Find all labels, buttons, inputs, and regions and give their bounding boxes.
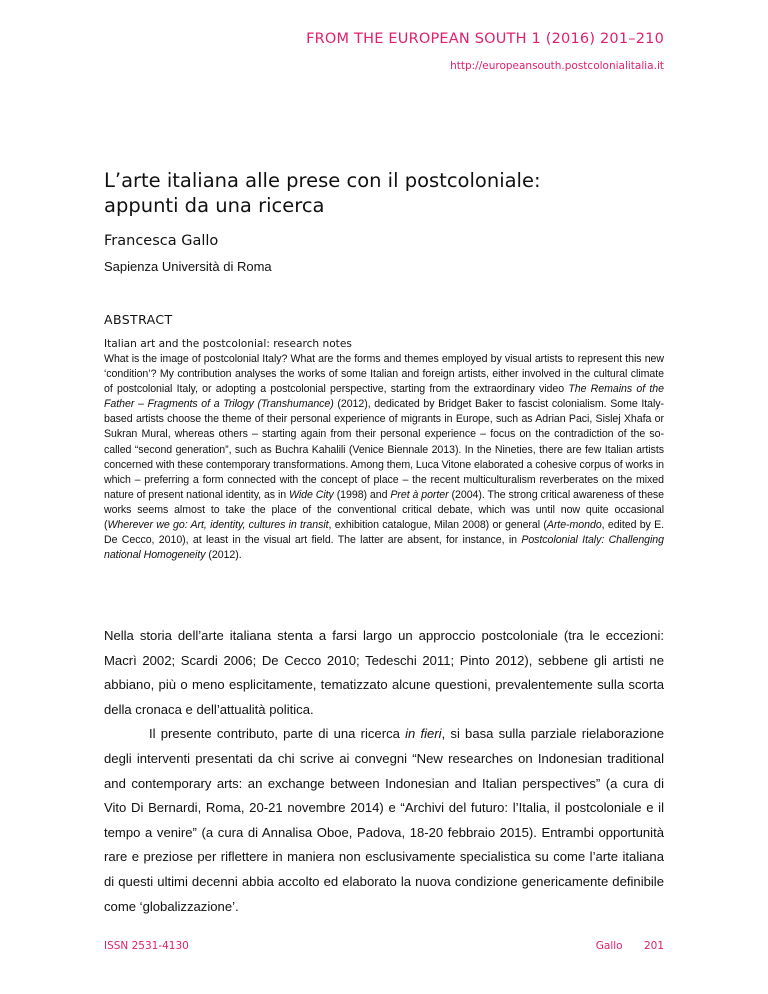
author-name: Francesca Gallo bbox=[104, 233, 219, 249]
work-title: Wide City bbox=[289, 488, 334, 501]
issn-label: ISSN 2531-4130 bbox=[104, 940, 189, 952]
running-author: Gallo bbox=[595, 940, 623, 952]
work-title: Arte-mondo bbox=[546, 519, 602, 532]
page-footer bbox=[104, 940, 664, 952]
journal-header bbox=[104, 30, 664, 73]
body-paragraph-2 bbox=[104, 722, 664, 919]
author-affiliation: Sapienza Università di Roma bbox=[104, 259, 272, 274]
footer-right bbox=[596, 940, 664, 952]
abstract-heading: ABSTRACT bbox=[104, 312, 173, 327]
body-paragraph-1: Nella storia dell’arte italiana stenta a farsi largo un approccio postcoloniale (tra le eccezioni: Macrì 2002; Scardi 2006; De Cecco 2010; Tedeschi 2011; Pinto 2012), sebbene gli artisti ne abbiano, più o meno esplicitamente, tematizzato alcune questioni, prevalentemente sulla scorta della cronaca e dell’attualità politica. bbox=[104, 628, 664, 717]
abstract-text: (2012). bbox=[205, 549, 242, 562]
paragraph-text: , si basa sulla parziale rielaborazione degli interventi presentati da chi scrive ai convegni “New researches on Indonesian traditional and contemporary arts: an exchange between Indonesian and Italian perspectives” (a cura di Vito Di Bernardi, Roma, 20-21 novembre 2014) e “Archivi del futuro: l’Italia, il postcoloniale e il tempo a venire” (a cura di Annalisa Oboe, Padova, 18-20 febbraio 2015). Entrambi opportunità rare e preziose per riflettere in maniera non esclusivamente specialistica su come l’arte italiana di questi ultimi decenni abbia accolto ed elaborato la nuova condizione genericamente definibile come ‘globalizzazione’. bbox=[104, 726, 665, 914]
abstract-text: (2004). The strong critical awareness of these works seems almost to take the place of the conventional critical debate, which was until now quite occasional ( bbox=[104, 488, 665, 532]
emphasis-text: in fieri bbox=[405, 726, 442, 742]
abstract-text: (2012), dedicated by Bridget Baker to fascist colonialism. Some Italy-based artists choose the theme of their personal experience of migrants in Europe, such as Adrian Paci, Sislej Xhafa or Sukran Mural, whereas others – starting again from their personal experience – focus on the contradiction of the so-called “second generation”, such as Buchra Kahalili (Venice Biennale 2013). In the Nineties, there are few Italian artists concerned with these contemporary transformations. Among them, Luca Vitone elaborated a cohesive corpus of works in which – preferring a form connected with the concept of place – the recent multiculturalism reverberates on the mixed nature of present national identity, as in bbox=[104, 398, 665, 501]
work-title: Postcolonial Italy: Challenging national Homogeneity bbox=[104, 534, 664, 562]
abstract-subtitle: Italian art and the postcolonial: research notes bbox=[104, 338, 352, 350]
abstract-section bbox=[104, 312, 664, 574]
article-title bbox=[104, 168, 664, 218]
work-title: Wherever we go: Art, identity, cultures in transit bbox=[107, 519, 329, 532]
work-title: Pret à porter bbox=[390, 488, 449, 501]
journal-url[interactable]: http://europeansouth.postcolonialitalia.it bbox=[450, 60, 664, 72]
paragraph-text: Il presente contributo, parte di una ricerca bbox=[149, 726, 406, 742]
journal-citation: FROM THE EUROPEAN SOUTH 1 (2016) 201–210 bbox=[306, 31, 664, 47]
article-title-line-1: L’arte italiana alle prese con il postcoloniale: bbox=[104, 169, 541, 192]
title-block bbox=[104, 168, 664, 274]
abstract-text: (1998) and bbox=[333, 488, 391, 501]
abstract-body bbox=[104, 352, 664, 563]
article-title-line-2: appunti da una ricerca bbox=[104, 194, 325, 217]
abstract-text: What is the image of postcolonial Italy? What are the forms and themes employed by visual artists to represent this new ‘condition’? My contribution analyses the works of some Italian and foreign artists, either involved in the cultural climate of postcolonial Italy, or adopting a postcolonial perspective, starting from the extraordinary video bbox=[104, 353, 664, 396]
body-text bbox=[104, 624, 664, 919]
work-title: The Remains of the Father – Fragments of a Trilogy (Transhumance) bbox=[104, 383, 664, 411]
page-number: 201 bbox=[643, 940, 664, 952]
abstract-text: , edited by E. De Cecco, 2010), at least in the visual art field. The latter are absent, for instance, in bbox=[104, 519, 664, 547]
abstract-text: , exhibition catalogue, Milan 2008) or general ( bbox=[328, 519, 547, 532]
